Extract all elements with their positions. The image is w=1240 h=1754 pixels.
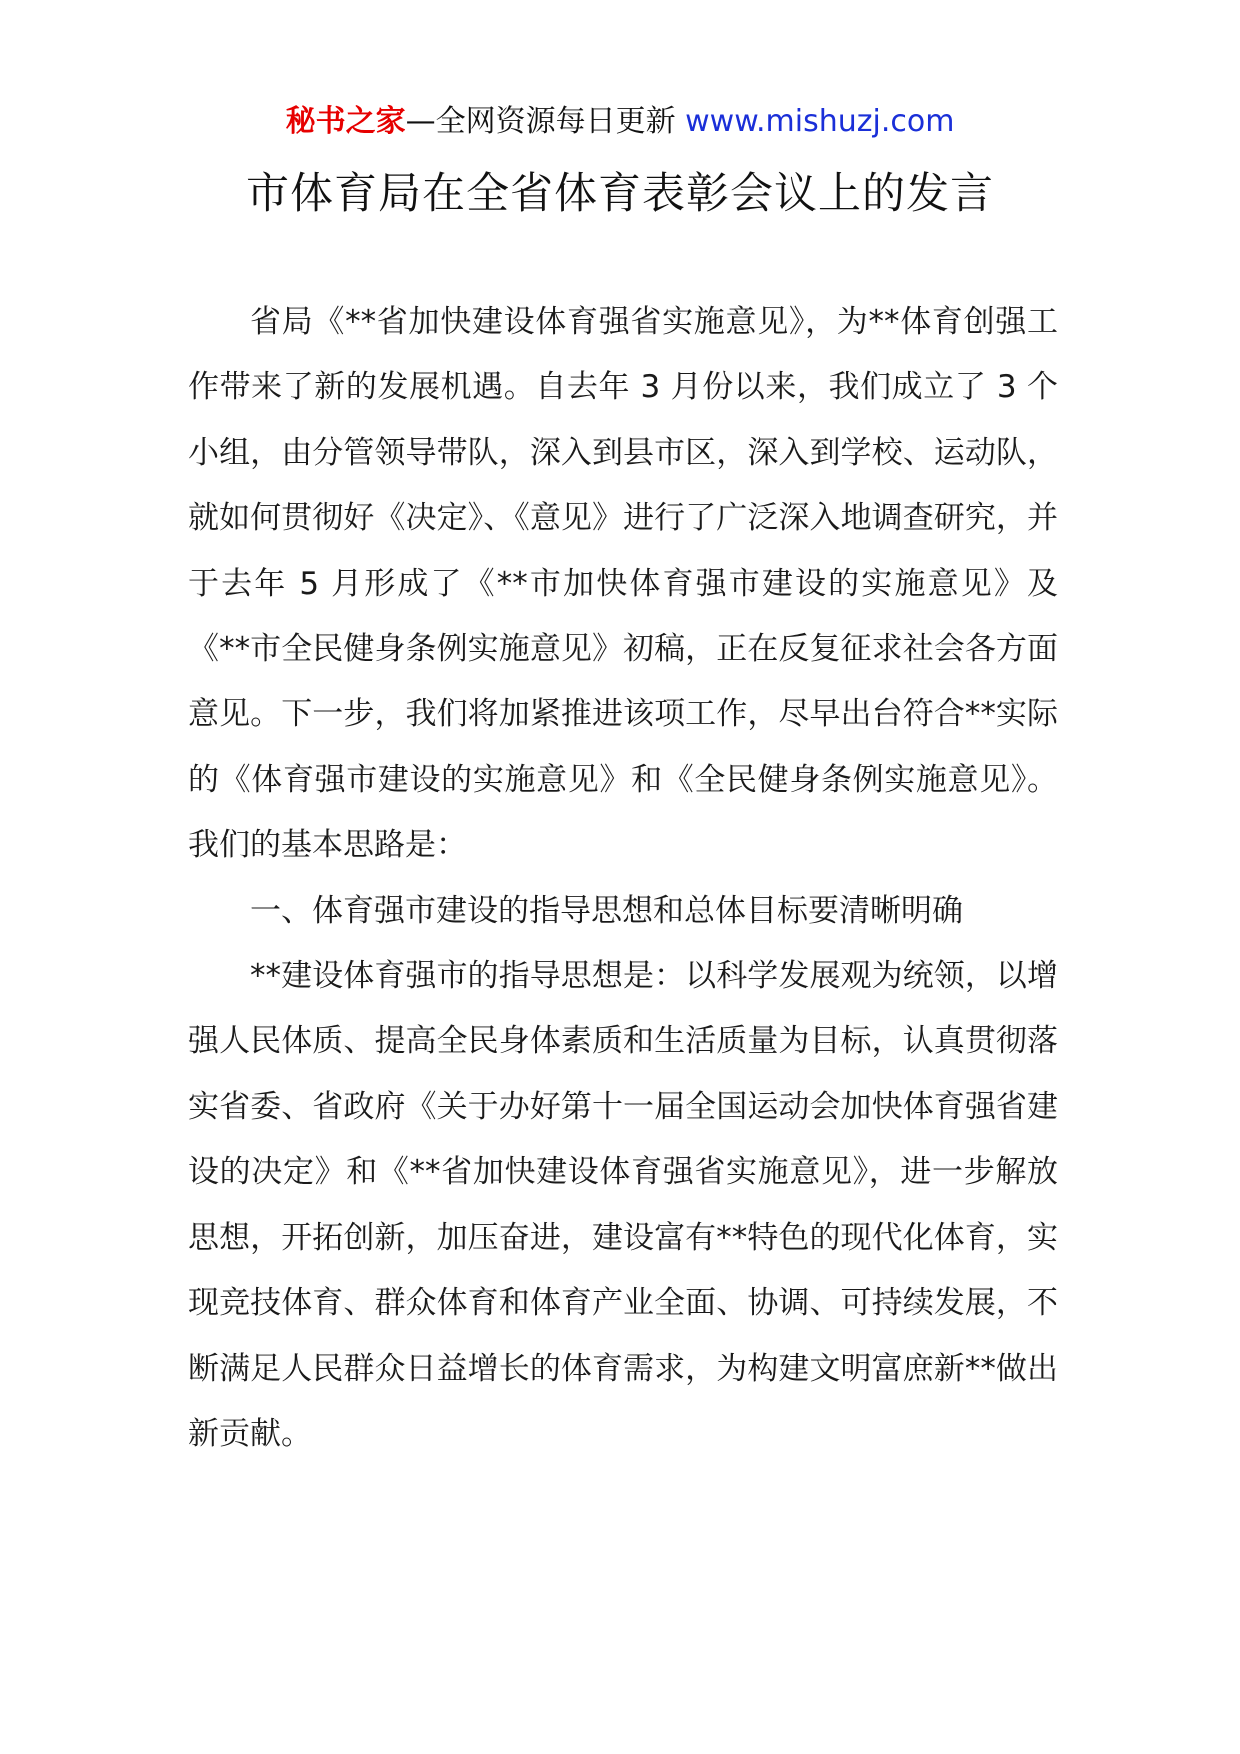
- section-heading-1: 一、体育强市建设的指导思想和总体目标要清晰明确: [250, 892, 963, 929]
- brand-name: 秘书之家: [285, 104, 406, 139]
- paragraph-guiding-thought: **建设体育强市的指导思想是：以科学发展观为统领，以增强人民体质、提高全民身体素质和生活质量为目标，认真贯彻落实省委、省政府《关于办好第十一届全国运动会加快体育强省建设的决定》和《**省加快建设体育强省实施意见》，进一步解放思想，开拓创新，加压奋进，建设富有**特色的现代化体育，实现竞技体育、群众体育和体育产业全面、协调、可持续发展，不断满足人民群众日益增长的体育需求，为构建文明富庶新**做出新贡献。: [188, 958, 1058, 1452]
- paragraph-intro: 省局《**省加快建设体育强省实施意见》，为**体育创强工作带来了新的发展机遇。自去年 3 月份以来，我们成立了 3 个小组，由分管领导带队，深入到县市区，深入到学校、运动队，就如何贯彻好《决定》、《意见》进行了广泛深入地调查研究，并于去年 5 月形成了《**市加快体育强市建设的实施意见》及《**市全民健身条例实施意见》初稿，正在反复征求社会各方面意见。下一步，我们将加紧推进该项工作，尽早出台符合**实际的《体育强市建设的实施意见》和《全民健身条例实施意见》。我们的基本思路是：: [188, 304, 1058, 864]
- document-title: 市体育局在全省体育表彰会议上的发言: [246, 169, 994, 219]
- header-url-link[interactable]: www.mishuzj.com: [685, 104, 955, 139]
- watermark-header: [0, 100, 1240, 144]
- header-slogan: —全网资源每日更新: [405, 104, 676, 139]
- document-body: [188, 290, 1058, 1467]
